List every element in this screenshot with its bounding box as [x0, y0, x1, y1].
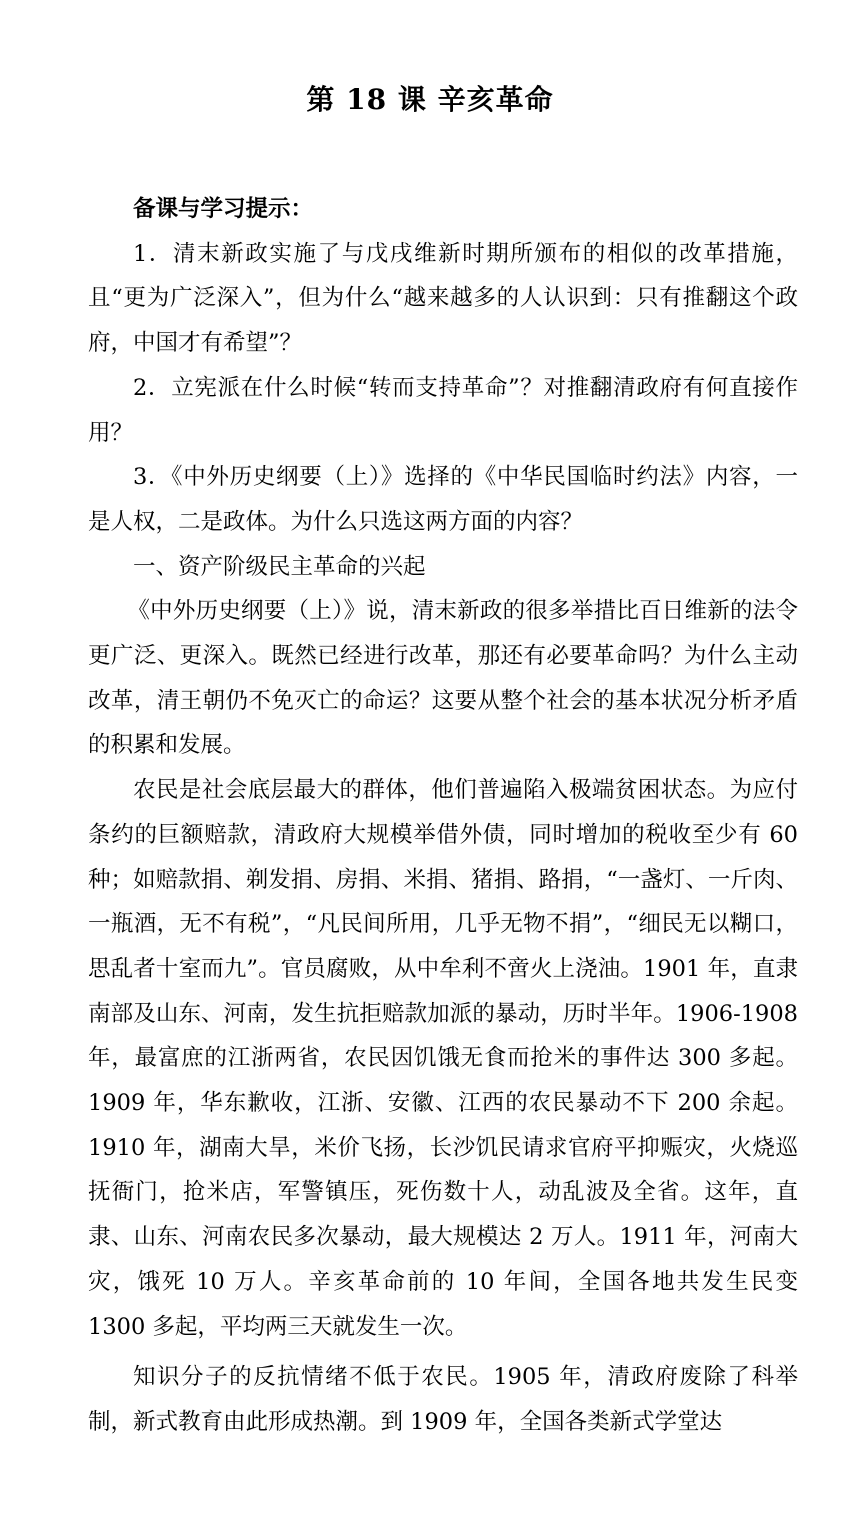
document-body — [88, 187, 798, 1445]
section-heading-1: 一、资产阶级民主革命的兴起 — [133, 553, 426, 580]
study-tips-heading: 备课与学习提示： — [133, 196, 314, 222]
body-paragraph-2: 农民是社会底层最大的群体，他们普遍陷入极端贫困状态。为应付条约的巨额赔款，清政府大规模举借外债，同时增加的税收至少有 60 种；如赔款捐、剃发捐、房捐、米捐、猪捐、路捐，“一盏灯、一斤肉、一瓶酒，无不有税”，“凡民间所用，几乎无物不捐”，“细民无以糊口，思乱者十室而九”。官员腐败，从中牟利不啻火上浇油。1901 年，直隶南部及山东、河南，发生抗拒赔款加派的暴动，历时半年。1906-1908 年，最富庶的江浙两省，农民因饥饿无食而抢米的事件达 300 多起。1909 年，华东歉收，江浙、安徽、江西的农民暴动不下 200 余起。1910 年，湖南大旱，米价飞扬，长沙饥民请求官府平抑赈灾，火烧巡抚衙门，抢米店，军警镇压，死伤数十人，动乱波及全省。这年，直隶、山东、河南农民多次暴动，最大规模达 2 万人。1911 年，河南大灾，饿死 10 万人。辛亥革命前的 10 年间，全国各地共发生民变 1300 多起，平均两三天就发生一次。 — [88, 777, 798, 1340]
question-3: 3．《中外历史纲要（上）》选择的《中华民国临时约法》内容，一是人权，二是政体。为什么只选这两方面的内容？ — [88, 464, 798, 535]
question-1: 1．清末新政实施了与戊戌维新时期所颁布的相似的改革措施，且“更为广泛深入”，但为什么“越来越多的人认识到：只有推翻这个政府，中国才有希望”？ — [88, 240, 798, 357]
lesson-title: 第 18 课 辛亥革命 — [306, 83, 554, 116]
body-paragraph-1: 《中外历史纲要（上）》说，清末新政的很多举措比百日维新的法令更广泛、更深入。既然已经进行改革，那还有必要革命吗？为什么主动改革，清王朝仍不免灭亡的命运？这要从整个社会的基本状况分析矛盾的积累和发展。 — [88, 598, 798, 759]
body-paragraph-3: 知识分子的反抗情绪不低于农民。1905 年，清政府废除了科举制，新式教育由此形成热潮。到 1909 年，全国各类新式学堂达 — [88, 1364, 798, 1435]
question-2: 2．立宪派在什么时候“转而支持革命”？对推翻清政府有何直接作用？ — [88, 374, 798, 446]
